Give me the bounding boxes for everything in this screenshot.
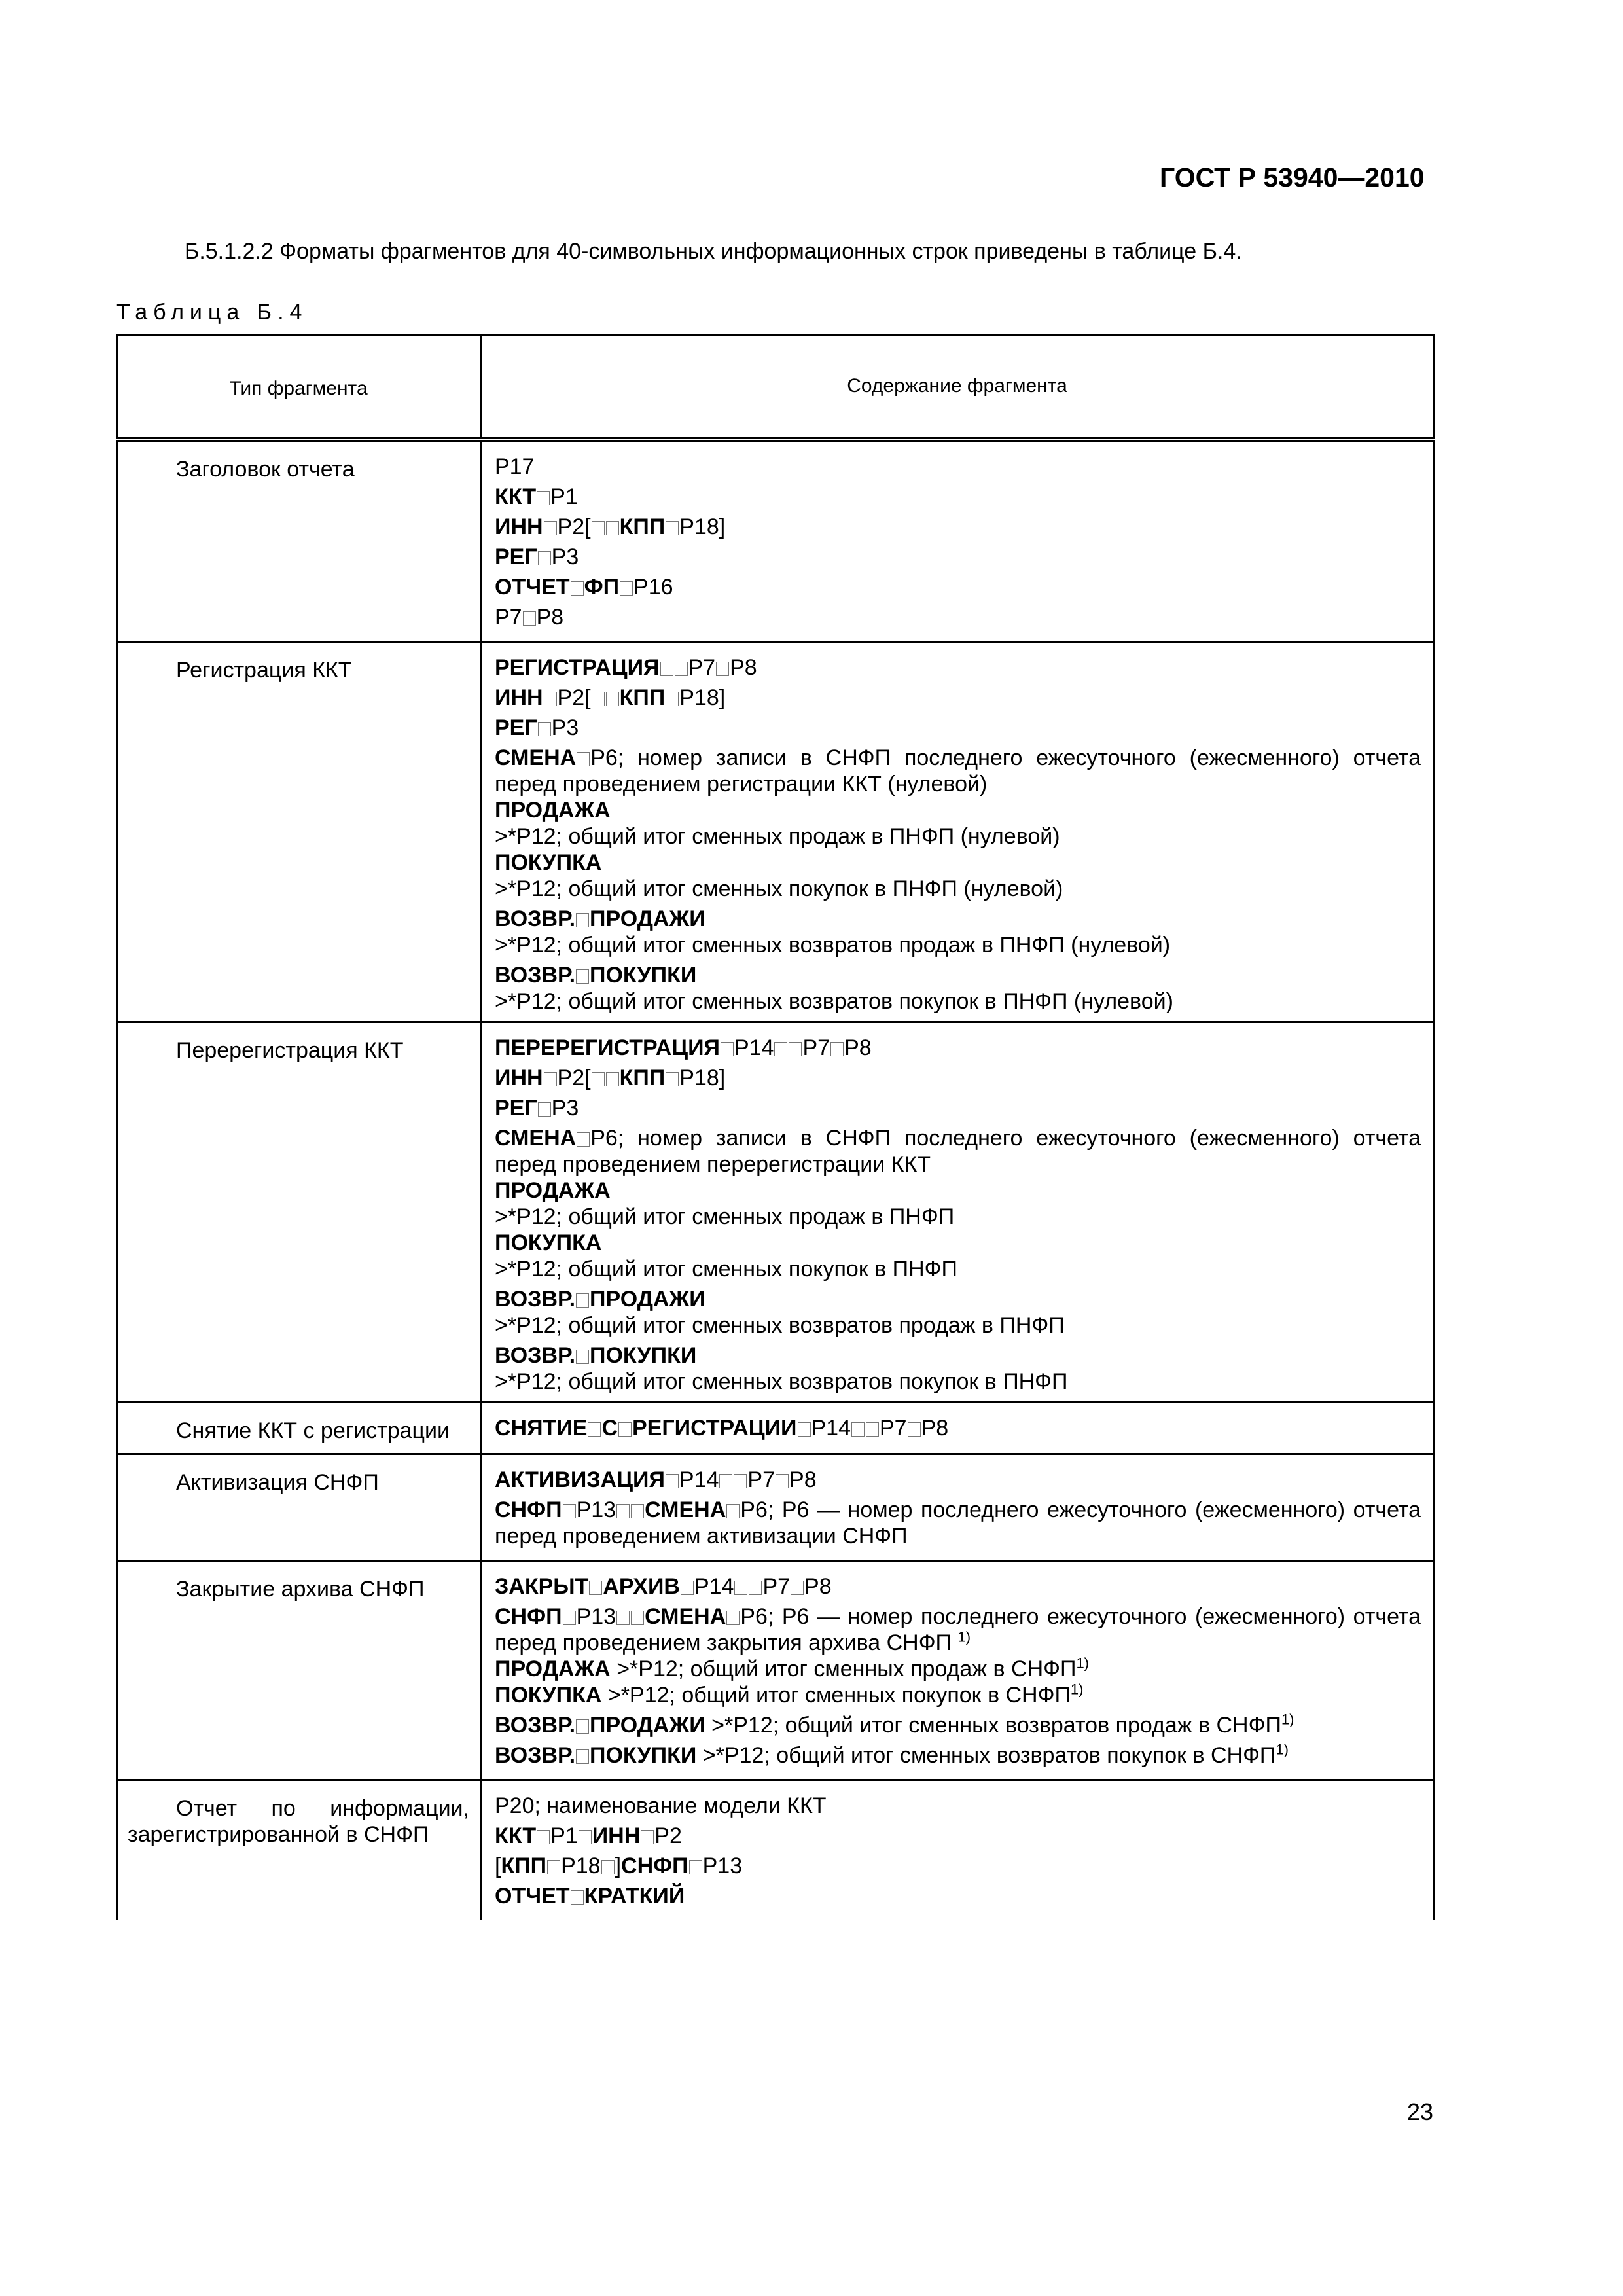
space-box <box>681 1581 694 1595</box>
content-line: >*P12; общий итог сменных продаж в ПНФП <box>495 1204 955 1229</box>
content-line: >*P12; общий итог сменных продаж в ПНФП (нулевой) <box>495 824 1060 849</box>
space-box <box>675 662 688 676</box>
footnote-mark: 1) <box>1070 1681 1084 1698</box>
space-box <box>606 1072 619 1086</box>
space-box <box>577 752 590 766</box>
space-box <box>544 1072 557 1086</box>
content-line: >*P12; общий итог сменных возвратов продаж в ПНФП (нулевой) <box>495 933 1171 958</box>
content-line: ЗАКРЫТ АРХИВ P14 P7 P8 <box>495 1574 832 1599</box>
fragment-content-cell <box>481 1403 1434 1454</box>
space-box <box>576 1293 589 1308</box>
content-line: ВОЗВР. ПРОДАЖИ <box>495 906 705 931</box>
content-line: СНЯТИЕ С РЕГИСТРАЦИИ P14 P7 P8 <box>495 1416 949 1441</box>
fragment-type-cell <box>118 642 481 1022</box>
fragment-type-cell <box>118 1403 481 1454</box>
content-line: СМЕНА P6; номер записи в СНФП последнего ежесуточного (ежесменного) отчета перед проведением регистрации ККТ (нулевой) <box>495 745 1421 797</box>
space-box <box>618 1422 632 1437</box>
fragment-type-cell <box>118 439 481 642</box>
space-box <box>592 1072 605 1086</box>
content-line: ПОКУПКА <box>495 850 602 875</box>
fragment-type-cell <box>118 1780 481 1920</box>
footnote-mark: 1) <box>957 1628 971 1645</box>
fragment-type-label: Закрытие архива СНФП <box>176 1577 425 1602</box>
fragment-type-label: Регистрация ККТ <box>176 658 352 683</box>
fragment-content-cell <box>481 1561 1434 1780</box>
content-line: ВОЗВР. ПРОДАЖИ >*P12; общий итог сменных возвратов продаж в СНФП$^{1)}$ <box>495 1711 1294 1738</box>
space-box <box>791 1581 804 1595</box>
header-fragment-content: Содержание фрагмента <box>481 335 1434 440</box>
space-box <box>563 1504 576 1518</box>
space-box <box>734 1581 747 1595</box>
space-box <box>538 551 551 565</box>
content-line: ПЕРЕРЕГИСТРАЦИЯ P14 P7 P8 <box>495 1035 872 1060</box>
space-box <box>749 1581 762 1595</box>
space-box <box>789 1042 802 1056</box>
content-line: ИНН P2[ КПП P18] <box>495 685 726 710</box>
space-box <box>576 913 589 927</box>
content-line: ККТ P1 ИНН P2 <box>495 1823 682 1848</box>
space-box <box>579 1830 592 1844</box>
fragment-content-cell <box>481 1780 1434 1920</box>
content-line: ИНН P2[ КПП P18] <box>495 514 726 539</box>
space-box <box>538 1102 551 1117</box>
fragment-type-label: Перерегистрация ККТ <box>176 1038 404 1063</box>
space-box <box>576 1719 589 1734</box>
space-box <box>537 491 550 505</box>
space-box <box>689 1860 702 1874</box>
table-row <box>118 1403 1434 1454</box>
fragment-type-label: Отчет по информации, зарегистрированной в СНФП <box>128 1796 469 1847</box>
space-box <box>716 662 729 676</box>
space-box <box>776 1474 789 1488</box>
space-box <box>616 1611 630 1625</box>
content-line: РЕГ P3 <box>495 715 579 740</box>
content-line: СМЕНА P6; номер записи в СНФП последнего ежесуточного (ежесменного) отчета перед проведением перерегистрации ККТ <box>495 1126 1421 1177</box>
space-box <box>547 1860 560 1874</box>
table-row <box>118 1454 1434 1561</box>
header-fragment-type: Тип фрагмента <box>118 335 481 440</box>
table-row <box>118 642 1434 1022</box>
content-line: P17 <box>495 454 535 479</box>
fragment-type-label: Снятие ККТ с регистрации <box>176 1418 450 1443</box>
space-box <box>631 1611 644 1625</box>
footnote-mark: 1) <box>1281 1711 1294 1728</box>
space-box <box>589 1581 602 1595</box>
space-box <box>726 1611 740 1625</box>
space-box <box>538 722 551 736</box>
space-box <box>726 1504 740 1518</box>
fragment-type-label: Активизация СНФП <box>176 1470 379 1495</box>
space-box <box>563 1611 576 1625</box>
content-line: РЕГ P3 <box>495 1096 579 1121</box>
content-line: ВОЗВР. ПОКУПКИ <box>495 1343 697 1368</box>
table-row <box>118 439 1434 642</box>
content-line: ПОКУПКА <box>495 1230 602 1255</box>
fragment-content-cell <box>481 642 1434 1022</box>
space-box <box>866 1422 879 1437</box>
space-box <box>601 1860 615 1874</box>
space-box <box>666 692 679 706</box>
content-line: ПОКУПКА >*P12; общий итог сменных покупок в СНФП$^{1)}$ <box>495 1681 1084 1708</box>
space-box <box>830 1042 844 1056</box>
space-box <box>616 1504 630 1518</box>
space-box <box>523 611 536 626</box>
content-line: >*P12; общий итог сменных возвратов покупок в ПНФП <box>495 1369 1068 1394</box>
space-box <box>620 581 633 596</box>
footnote-mark: 1) <box>1275 1741 1289 1758</box>
table-caption: Таблица Б.4 <box>116 300 308 325</box>
space-box <box>660 662 673 676</box>
space-box <box>606 692 619 706</box>
footnote-mark: 1) <box>1076 1655 1089 1672</box>
table-row <box>118 1022 1434 1403</box>
content-line: >*P12; общий итог сменных возвратов продаж в ПНФП <box>495 1313 1065 1338</box>
content-line: >*P12; общий итог сменных покупок в ПНФП <box>495 1257 957 1282</box>
content-line: ККТ P1 <box>495 484 578 509</box>
content-line: СНФП P13 СМЕНА P6; P6 — номер последнего ежесуточного (ежесменного) отчета перед проведением закрытия архива СНФП $^{1)}$ <box>495 1604 1421 1655</box>
space-box <box>666 1072 679 1086</box>
space-box <box>774 1042 787 1056</box>
space-box <box>851 1422 865 1437</box>
fragment-type-label: Заголовок отчета <box>176 457 355 482</box>
content-line: ВОЗВР. ПОКУПКИ >*P12; общий итог сменных возвратов покупок в СНФП$^{1)}$ <box>495 1741 1289 1768</box>
content-line: ОТЧЕТ КРАТКИЙ <box>495 1884 685 1909</box>
space-box <box>592 692 605 706</box>
content-line: ПРОДАЖА <box>495 798 611 823</box>
fragment-content-cell <box>481 1022 1434 1403</box>
content-line: РЕГИСТРАЦИЯ P7 P8 <box>495 655 757 680</box>
fragment-type-cell <box>118 1454 481 1561</box>
content-line: >*P12; общий итог сменных покупок в ПНФП (нулевой) <box>495 876 1063 901</box>
content-line: ИНН P2[ КПП P18] <box>495 1066 726 1090</box>
content-line: АКТИВИЗАЦИЯ P14 P7 P8 <box>495 1467 817 1492</box>
space-box <box>606 521 619 535</box>
intro-paragraph: Б.5.1.2.2 Форматы фрагментов для 40-символьных информационных строк приведены в таблице Б.4. <box>185 239 1242 264</box>
standard-number: ГОСТ Р 53940—2010 <box>1160 162 1425 192</box>
space-box <box>666 1474 679 1488</box>
content-line: P20; наименование модели ККТ <box>495 1793 827 1818</box>
content-line: >*P12; общий итог сменных возвратов покупок в ПНФП (нулевой) <box>495 989 1173 1014</box>
space-box <box>588 1422 601 1437</box>
space-box <box>592 521 605 535</box>
space-box <box>631 1504 644 1518</box>
space-box <box>908 1422 921 1437</box>
space-box <box>798 1422 811 1437</box>
content-line: ПРОДАЖА <box>495 1178 611 1203</box>
table-row <box>118 1780 1434 1920</box>
space-box <box>734 1474 747 1488</box>
fragment-formats-table <box>116 334 1435 1920</box>
content-line: ВОЗВР. ПОКУПКИ <box>495 963 697 988</box>
space-box <box>719 1474 732 1488</box>
space-box <box>571 1890 584 1905</box>
content-line: РЕГ P3 <box>495 545 579 569</box>
space-box <box>641 1830 654 1844</box>
content-line: P7 P8 <box>495 605 564 630</box>
space-box <box>576 1350 589 1364</box>
space-box <box>544 692 557 706</box>
space-box <box>576 1749 589 1764</box>
space-box <box>576 969 589 984</box>
content-line: ВОЗВР. ПРОДАЖИ <box>495 1287 705 1312</box>
content-line: СНФП P13 СМЕНА P6; P6 — номер последнего ежесуточного (ежесменного) отчета перед проведением активизации СНФП <box>495 1498 1421 1549</box>
space-box <box>577 1132 590 1147</box>
fragment-content-cell <box>481 439 1434 642</box>
fragment-type-cell <box>118 1561 481 1780</box>
space-box <box>571 581 584 596</box>
page-number: 23 <box>1407 2098 1434 2125</box>
space-box <box>537 1830 550 1844</box>
table-header-row <box>118 335 1434 440</box>
space-box <box>666 521 679 535</box>
fragment-content-cell <box>481 1454 1434 1561</box>
space-box <box>544 521 557 535</box>
content-line: ПРОДАЖА >*P12; общий итог сменных продаж в СНФП$^{1)}$ <box>495 1655 1089 1681</box>
fragment-type-cell <box>118 1022 481 1403</box>
table-row <box>118 1561 1434 1780</box>
content-line: [КПП P18 ]СНФП P13 <box>495 1854 743 1878</box>
space-box <box>721 1042 734 1056</box>
content-line: ОТЧЕТ ФП P16 <box>495 575 673 600</box>
